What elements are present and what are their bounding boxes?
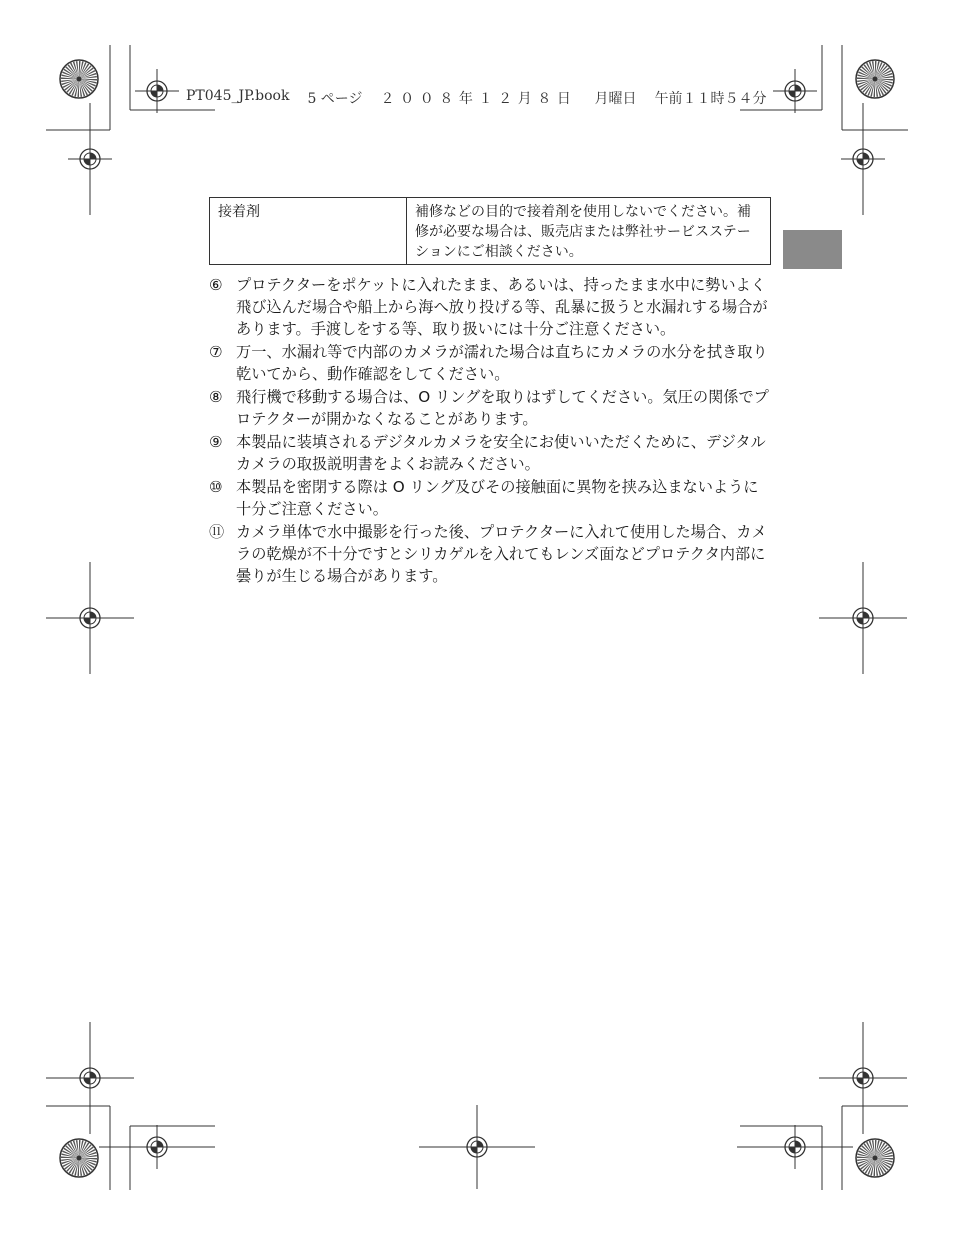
list-item [209,274,772,340]
spec-table [209,197,771,265]
registration-mark-icon [773,69,817,113]
registration-mark-icon [737,1125,853,1169]
list-item-number: ⑧ [209,388,223,406]
list-item [209,521,772,587]
registration-mark-icon [819,1022,907,1134]
list-item-number: ⑪ [209,523,225,541]
registration-mark-icon [46,562,134,674]
list-item [209,431,772,475]
list-item-text: 飛行機で移動する場合は、O リングを取りはずしてください。気圧の関係でプロテクターが開かなくなることがあります。 [236,388,769,428]
header-time: 午前１１時５４分 [654,91,767,107]
color-target-icon [856,1139,894,1177]
color-target-icon [60,1139,98,1177]
list-item-text: プロテクターをポケットに入れたまま、あるいは、持ったまま水中に勢いよく飛び込んだ場合や船上から海へ放り投げる等、乱暴に扱うと水漏れする場合があります。手渡しをする等、取り扱いには十分ご注意ください。 [236,276,768,338]
header-date: ２００８年１２月８日 [380,91,577,107]
registration-mark-icon [99,1125,215,1169]
table-row [210,198,771,265]
table-cell-desc: 補修などの目的で接着剤を使用しないでください。補修が必要な場合は、販売店または弊社サービスステーションにご相談ください。 [407,198,771,265]
registration-mark-icon [135,69,179,113]
list-item-text: 本製品に装填されるデジタルカメラを安全にお使いいただくために、デジタルカメラの取扱説明書をよくお読みください。 [236,433,766,473]
header-weekday: 月曜日 [594,91,637,107]
list-item [209,341,772,385]
registration-mark-icon [419,1105,535,1189]
list-item-number: ⑦ [209,343,223,361]
list-item-number: ⑥ [209,276,223,294]
print-header [186,88,767,108]
table-cell-name: 接着剤 [210,198,407,265]
list-item [209,386,772,430]
registration-mark-icon [819,562,907,674]
list-item-text: カメラ単体で水中撮影を行った後、プロテクターに入れて使用した場合、カメラの乾燥が不十分ですとシリカゲルを入れてもレンズ面などプロテクタ内部に曇りが生じる場合があります。 [236,523,767,585]
registration-mark-icon [68,103,112,215]
list-item [209,476,772,520]
color-target-icon [856,60,894,98]
notes-list [209,274,772,588]
list-item-text: 本製品を密閉する際は O リング及びその接触面に異物を挟み込まないように十分ご注意ください。 [236,478,759,518]
side-index-tab [783,230,842,269]
registration-mark-icon [46,1022,134,1134]
list-item-number: ⑨ [209,433,223,451]
header-book: PT045_JP.book [186,88,290,104]
list-item-text: 万一、水漏れ等で内部のカメラが濡れた場合は直ちにカメラの水分を拭き取り乾いてから、動作確認をしてください。 [236,343,768,383]
header-page: 5 ページ [307,91,363,107]
color-target-icon [60,60,98,98]
list-item-number: ⑩ [209,478,223,496]
registration-mark-icon [841,103,885,215]
